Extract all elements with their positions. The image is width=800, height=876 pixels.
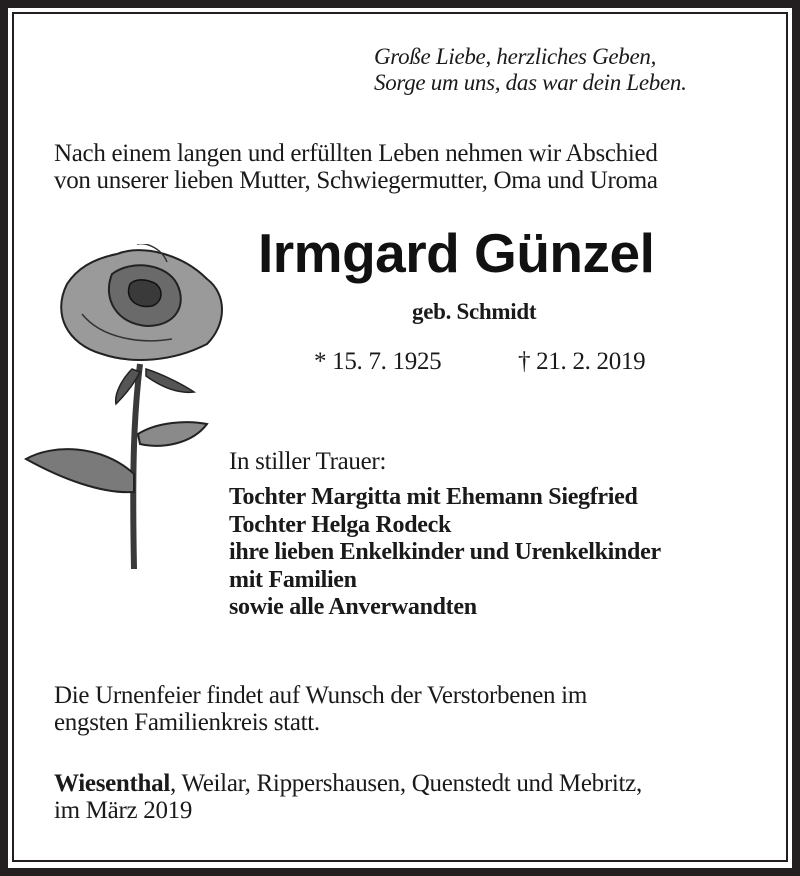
mourning-label: In stiller Trauer: xyxy=(229,448,387,475)
mourner-line: sowie alle Anverwandten xyxy=(229,594,477,620)
intro-text xyxy=(54,140,658,194)
urn-notice xyxy=(54,682,587,736)
mourner-line: Tochter Helga Rodeck xyxy=(229,511,451,538)
motto-verse xyxy=(374,44,687,96)
rose-illustration xyxy=(22,244,234,574)
mourner-line: ihre lieben Enkelkinder und Urenkelkinder xyxy=(229,539,661,565)
mourner-line: Tochter Margitta mit Ehemann Siegfried xyxy=(229,484,638,510)
intro-line-2: von unserer lieben Mutter, Schwiegermutter, Oma und Uroma xyxy=(54,167,658,194)
place-main: Wiesenthal xyxy=(54,770,170,797)
motto-line-1: Große Liebe, herzliches Geben, xyxy=(374,44,657,69)
place-others: , Weilar, Rippershausen, Quenstedt und Mebritz, xyxy=(170,770,642,797)
intro-line-1: Nach einem langen und erfüllten Leben nehmen wir Abschied xyxy=(54,140,658,167)
death-date: † 21. 2. 2019 xyxy=(518,348,646,375)
motto-line-2: Sorge um uns, das war dein Leben. xyxy=(374,70,687,95)
birth-date: * 15. 7. 1925 xyxy=(314,348,442,375)
mourners-list xyxy=(229,484,661,622)
deceased-name: Irmgard Günzel xyxy=(258,222,655,284)
place-and-date xyxy=(54,770,642,824)
mourner-line: mit Familien xyxy=(229,566,357,593)
date-line: im März 2019 xyxy=(54,797,193,824)
place-line xyxy=(54,770,642,797)
urn-line-2: engsten Familienkreis statt. xyxy=(54,709,320,736)
urn-line-1: Die Urnenfeier findet auf Wunsch der Verstorbenen im xyxy=(54,682,587,709)
maiden-name: geb. Schmidt xyxy=(412,299,537,324)
